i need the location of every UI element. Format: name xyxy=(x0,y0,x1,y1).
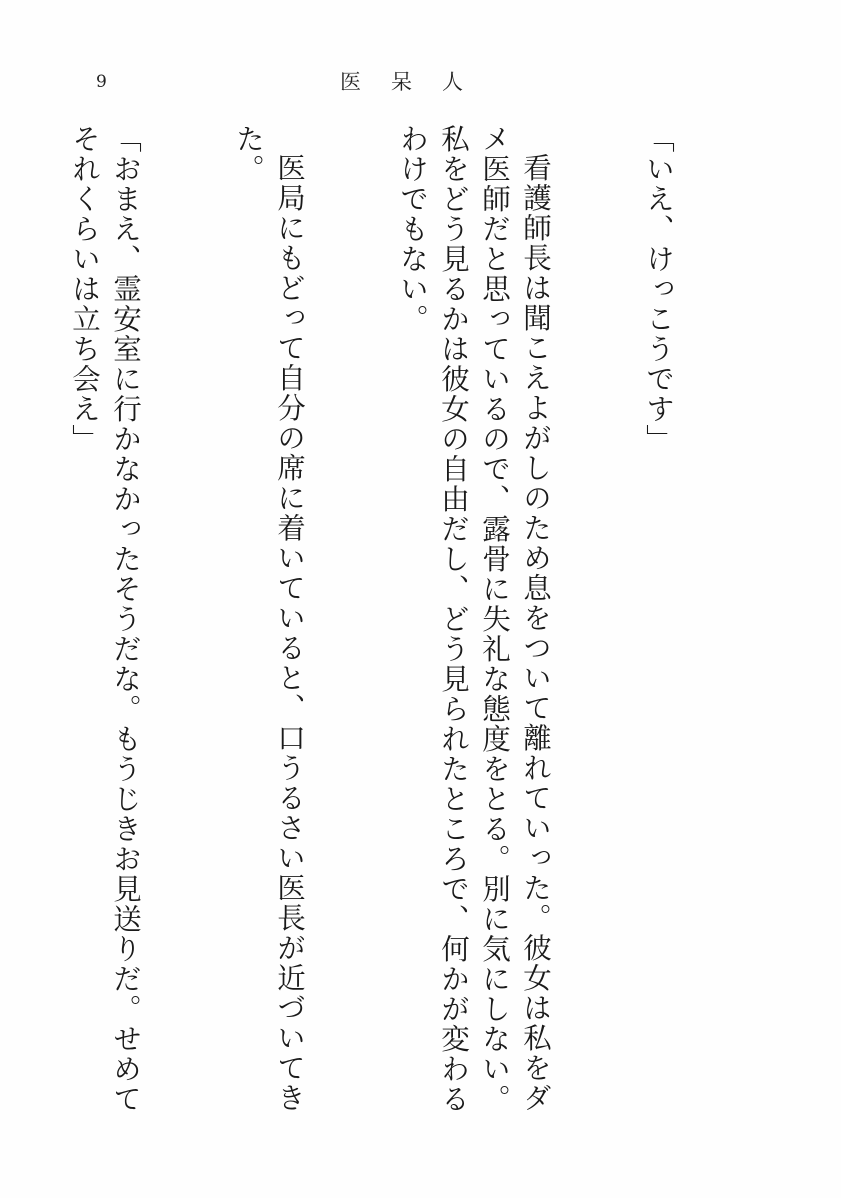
paragraph: 「おまえ、霊安室に行かなかったそうだな。もうじきお見送りだ。せめてそれくらいは立ち会え」 xyxy=(68,124,142,1114)
paragraph: 「いえ、けっこうです」 xyxy=(642,124,675,454)
paragraph: 看護師長は聞こえよがしのため息をついて離れていった。彼女は私をダメ医師だと思っているので、露骨に失礼な態度をとる。別に気にしない。私をどう見るかは彼女の自由だし、どう見られたところで、何かが変わるわけでもない。 xyxy=(396,124,552,1114)
running-title: 医呆人 xyxy=(340,70,493,94)
page-number: 9 xyxy=(96,72,107,92)
vertical-text-body xyxy=(0,124,761,1124)
paragraph: 医局にもどって自分の席に着いていると、口うるさい医長が近づいてきた。 xyxy=(232,124,306,1113)
